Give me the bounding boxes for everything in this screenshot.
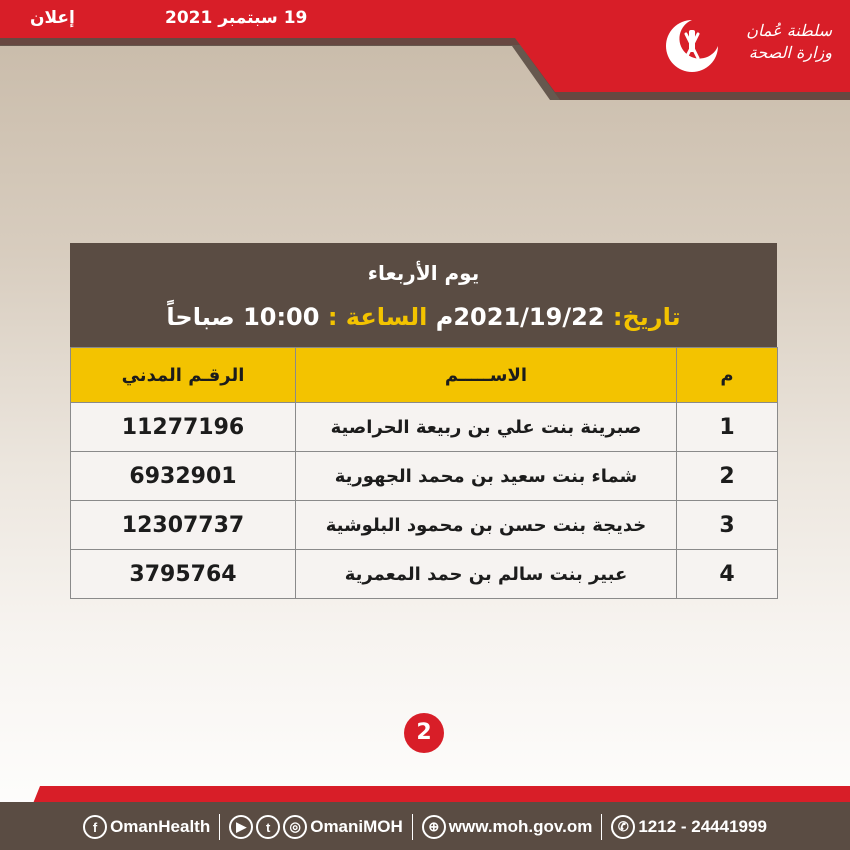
web-globe-icon: ⊕ [422,815,446,839]
facebook-handle: OmanHealth [110,817,211,836]
website-url: www.moh.gov.om [448,817,593,836]
row-civil-id: 6932901 [71,452,296,501]
row-index: 1 [677,403,778,452]
date-label: تاريخ: [612,303,681,331]
time-label: الساعة : [327,303,428,331]
ministry-logo [662,14,832,86]
panel-header [70,243,777,347]
footer-divider [601,814,602,840]
header-civil-id: الرقـم المدني [71,348,296,403]
row-civil-id: 12307737 [71,501,296,550]
website-link[interactable] [422,815,593,839]
table-row [71,501,778,550]
row-name: صبرينة بنت علي بن ربيعة الحراصية [296,403,677,452]
instagram-icon: ◎ [283,815,307,839]
table-header-row [71,348,778,403]
announcement-date: 19 سبتمبر 2021 [165,8,308,28]
twitter-icon: t [256,815,280,839]
row-index: 3 [677,501,778,550]
phone-contact[interactable] [611,815,767,839]
appointment-panel [70,243,777,607]
footer-divider [412,814,413,840]
header-bar [0,0,850,100]
page-number-badge: 2 [404,713,444,753]
date-time-line [70,303,777,331]
row-civil-id: 11277196 [71,403,296,452]
time-value: 10:00 صباحاً [166,303,320,331]
table-row [71,452,778,501]
announcement-title: إعلان [30,8,75,28]
oman-emblem-icon [662,16,722,76]
names-table [70,347,778,599]
footer-divider [219,814,220,840]
row-name: عبير بنت سالم بن حمد المعمرية [296,550,677,599]
youtube-icon: ▶ [229,815,253,839]
logo-line-ministry: وزارة الصحة [748,43,832,62]
day-heading: يوم الأربعاء [367,261,480,285]
social-links[interactable] [229,815,403,839]
row-civil-id: 3795764 [71,550,296,599]
table-row [71,403,778,452]
row-name: خديجة بنت حسن بن محمود البلوشية [296,501,677,550]
row-name: شماء بنت سعيد بن محمد الجهورية [296,452,677,501]
table-row [71,550,778,599]
facebook-link[interactable] [83,815,210,839]
logo-line-sultanate: سلطنة عُمان [746,21,832,40]
social-handle: OmaniMOH [310,817,403,836]
header-name: الاســـــم [296,348,677,403]
phone-number: 1212 - 24441999 [638,817,767,836]
row-index: 4 [677,550,778,599]
row-index: 2 [677,452,778,501]
date-value: 2021/19/22م [435,303,605,331]
header-index: م [677,348,778,403]
phone-icon: ✆ [611,815,635,839]
facebook-icon: f [83,815,107,839]
footer-contacts [0,808,850,846]
